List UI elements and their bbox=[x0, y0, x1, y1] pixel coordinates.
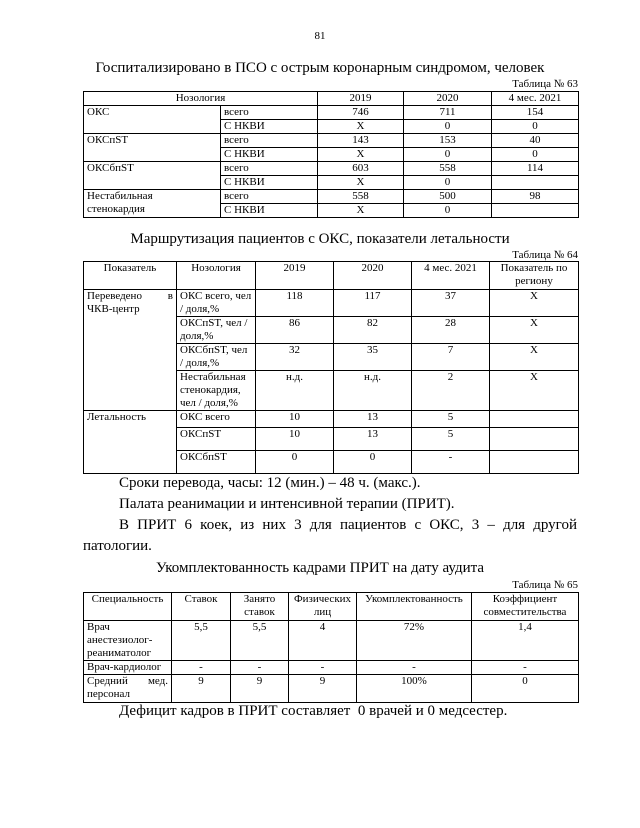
table-cell: - bbox=[472, 661, 579, 675]
table-cell: Х bbox=[318, 176, 404, 190]
table-cell: 0 bbox=[404, 176, 492, 190]
table-cell: - bbox=[172, 661, 231, 675]
table-cell: 5 bbox=[412, 411, 490, 428]
header-cell: 2020 bbox=[404, 92, 492, 106]
table-cell: ОКС всего bbox=[177, 411, 256, 428]
table-cell: ОКС всего, чел / доля,% bbox=[177, 290, 256, 317]
table-cell: Х bbox=[490, 344, 579, 371]
table-row bbox=[84, 106, 579, 120]
page-number: 81 bbox=[314, 30, 326, 42]
table-64-title: Маршрутизация пациентов с ОКС, показатели летальности bbox=[130, 231, 510, 247]
table-cell: С НКВИ bbox=[221, 120, 318, 134]
group-word: Переведено bbox=[87, 290, 142, 302]
table-65-title: Укомплектованность кадрами ПРИТ на дату аудита bbox=[155, 560, 485, 576]
table-cell: Х bbox=[318, 148, 404, 162]
table-cell: Х bbox=[490, 317, 579, 344]
table-cell: 98 bbox=[492, 190, 579, 204]
table-row bbox=[84, 290, 579, 317]
nosology-line: стенокардия bbox=[87, 203, 145, 215]
header-cell: Нозология bbox=[177, 262, 256, 290]
table-cell: 5,5 bbox=[172, 621, 231, 661]
table-cell: н.д. bbox=[256, 371, 334, 411]
table-cell: 86 bbox=[256, 317, 334, 344]
table-cell: 1,4 bbox=[472, 621, 579, 661]
header-cell: Показатель bbox=[84, 262, 177, 290]
table-cell: 9 bbox=[172, 675, 231, 703]
header-cell: 4 мес. 2021 bbox=[412, 262, 490, 290]
header-cell: Занято ставок bbox=[231, 593, 289, 621]
paragraph-prit: Палата реанимации и интенсивной терапии (ПРИТ). bbox=[119, 496, 455, 512]
header-cell: 2019 bbox=[256, 262, 334, 290]
table-cell: 500 bbox=[404, 190, 492, 204]
table-header bbox=[84, 92, 579, 106]
table-64-label: Таблица № 64 bbox=[512, 249, 578, 261]
table-cell: 0 bbox=[334, 451, 412, 474]
table-row bbox=[84, 190, 579, 204]
table-cell: Врач-кардиолог bbox=[84, 661, 172, 675]
table-cell: 10 bbox=[256, 428, 334, 451]
table-cell: 4 bbox=[289, 621, 357, 661]
table-cell: ОКСпST bbox=[177, 428, 256, 451]
table-cell: Врач анестезиолог-реаниматолог bbox=[84, 621, 172, 661]
table-row bbox=[84, 621, 579, 661]
table-cell: 114 bbox=[492, 162, 579, 176]
table-cell: 711 bbox=[404, 106, 492, 120]
table-cell bbox=[492, 204, 579, 218]
table-cell: Х bbox=[318, 120, 404, 134]
table-65-label: Таблица № 65 bbox=[512, 579, 578, 591]
nosology-cell: ОКС bbox=[84, 106, 221, 134]
table-cell: 100% bbox=[357, 675, 472, 703]
nosology-cell: ОКСбпST bbox=[84, 162, 221, 190]
paragraph-transfer-time: Сроки перевода, часы: 12 (мин.) – 48 ч. (макс.). bbox=[119, 475, 421, 491]
table-header bbox=[84, 593, 579, 621]
table-cell: 0 bbox=[472, 675, 579, 703]
table-cell: н.д. bbox=[334, 371, 412, 411]
table-cell: 0 bbox=[256, 451, 334, 474]
table-cell: Нестабильная стенокардия, чел / доля,% bbox=[177, 371, 256, 411]
table-cell: Х bbox=[490, 290, 579, 317]
table-cell: 5 bbox=[412, 428, 490, 451]
table-cell: 154 bbox=[492, 106, 579, 120]
group-cell-transferred bbox=[84, 290, 177, 411]
header-cell: 4 мес. 2021 bbox=[492, 92, 579, 106]
table-cell: 72% bbox=[357, 621, 472, 661]
header-cell: Специальность bbox=[84, 593, 172, 621]
nosology-cell bbox=[84, 190, 221, 218]
group-word: ЧКВ-центр bbox=[87, 303, 140, 315]
table-row bbox=[84, 661, 579, 675]
table-cell: ОКСбпST, чел / доля,% bbox=[177, 344, 256, 371]
table-cell: 0 bbox=[404, 120, 492, 134]
table-cell: 746 bbox=[318, 106, 404, 120]
table-cell: 7 bbox=[412, 344, 490, 371]
table-cell: 0 bbox=[492, 148, 579, 162]
table-cell: - bbox=[231, 661, 289, 675]
table-cell: всего bbox=[221, 162, 318, 176]
table-63 bbox=[83, 91, 579, 218]
table-cell: Х bbox=[318, 204, 404, 218]
table-row bbox=[84, 134, 579, 148]
header-cell: Ставок bbox=[172, 593, 231, 621]
table-64 bbox=[83, 261, 579, 474]
table-row bbox=[84, 675, 579, 703]
table-cell: ОКСпST, чел / доля,% bbox=[177, 317, 256, 344]
table-cell: 118 bbox=[256, 290, 334, 317]
table-cell: 2 bbox=[412, 371, 490, 411]
group-cell-mortality: Летальность bbox=[84, 411, 177, 474]
header-cell: Коэффициент совместительства bbox=[472, 593, 579, 621]
table-cell: 35 bbox=[334, 344, 412, 371]
table-63-title: Госпитализировано в ПСО с острым коронарным синдромом, человек bbox=[95, 60, 545, 76]
table-cell: Х bbox=[490, 371, 579, 411]
table-cell: 153 bbox=[404, 134, 492, 148]
table-row bbox=[84, 411, 579, 428]
table-cell: 0 bbox=[404, 204, 492, 218]
nosology-line: Нестабильная bbox=[87, 190, 153, 202]
table-cell: всего bbox=[221, 134, 318, 148]
table-cell bbox=[490, 411, 579, 428]
header-cell: Нозология bbox=[84, 92, 318, 106]
table-cell: 558 bbox=[404, 162, 492, 176]
header-cell: 2020 bbox=[334, 262, 412, 290]
table-cell: 40 bbox=[492, 134, 579, 148]
header-cell: Показатель по региону bbox=[490, 262, 579, 290]
table-cell bbox=[490, 451, 579, 474]
table-cell: 143 bbox=[318, 134, 404, 148]
table-cell: 32 bbox=[256, 344, 334, 371]
table-63-label: Таблица № 63 bbox=[512, 78, 578, 90]
table-cell: 13 bbox=[334, 428, 412, 451]
paragraph-beds-line1: В ПРИТ 6 коек, из них 3 для пациентов с ОКС, 3 – для другой bbox=[119, 517, 577, 533]
table-cell: всего bbox=[221, 106, 318, 120]
table-cell: С НКВИ bbox=[221, 148, 318, 162]
table-header bbox=[84, 262, 579, 290]
table-cell: 9 bbox=[231, 675, 289, 703]
table-cell: 9 bbox=[289, 675, 357, 703]
nosology-cell: ОКСпST bbox=[84, 134, 221, 162]
table-cell: С НКВИ bbox=[221, 204, 318, 218]
header-cell: Физических лиц bbox=[289, 593, 357, 621]
table-cell: ОКСбпST bbox=[177, 451, 256, 474]
table-row bbox=[84, 162, 579, 176]
table-cell: 0 bbox=[492, 120, 579, 134]
table-cell bbox=[492, 176, 579, 190]
paragraph-beds-line2: патологии. bbox=[83, 538, 152, 554]
table-65 bbox=[83, 592, 579, 703]
table-cell: 37 bbox=[412, 290, 490, 317]
table-cell: - bbox=[289, 661, 357, 675]
table-cell: 28 bbox=[412, 317, 490, 344]
table-cell: Средний мед. персонал bbox=[84, 675, 172, 703]
table-cell: 13 bbox=[334, 411, 412, 428]
table-cell: 558 bbox=[318, 190, 404, 204]
table-cell: 82 bbox=[334, 317, 412, 344]
table-cell: - bbox=[412, 451, 490, 474]
table-cell: 0 bbox=[404, 148, 492, 162]
table-cell: 603 bbox=[318, 162, 404, 176]
table-cell: 5,5 bbox=[231, 621, 289, 661]
table-cell bbox=[490, 428, 579, 451]
group-word: в bbox=[167, 290, 173, 302]
paragraph-deficit: Дефицит кадров в ПРИТ составляет 0 врачей и 0 медсестер. bbox=[119, 703, 508, 719]
table-cell: 117 bbox=[334, 290, 412, 317]
header-cell: 2019 bbox=[318, 92, 404, 106]
header-cell: Укомплектованность bbox=[357, 593, 472, 621]
table-cell: С НКВИ bbox=[221, 176, 318, 190]
table-cell: 10 bbox=[256, 411, 334, 428]
table-cell: - bbox=[357, 661, 472, 675]
table-cell: всего bbox=[221, 190, 318, 204]
